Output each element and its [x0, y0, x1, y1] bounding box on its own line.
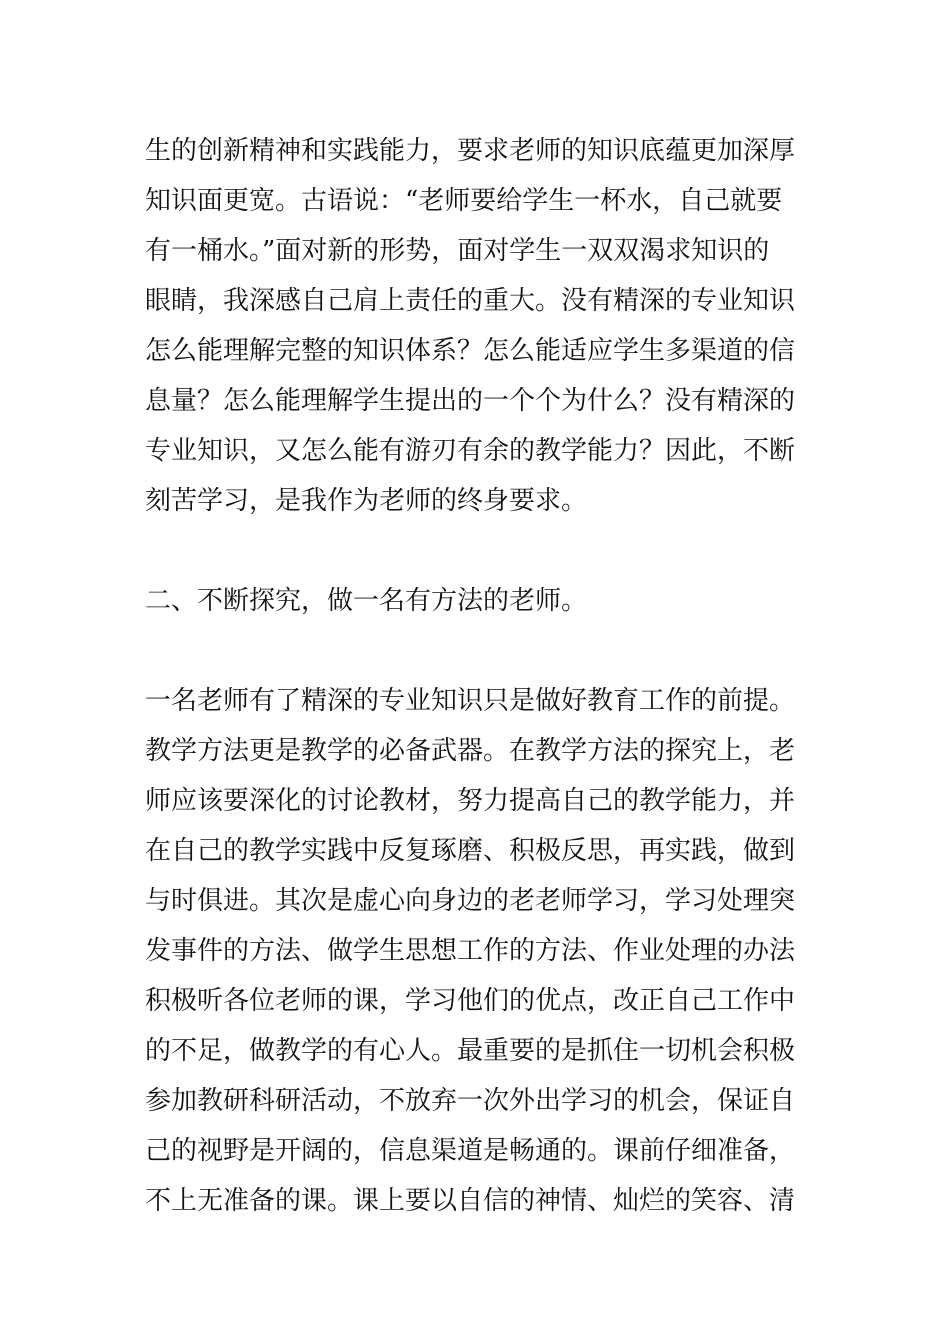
paragraph-2-line-9: 参加教研科研活动，不放弃一次外出学习的机会，保证自 [145, 1086, 796, 1116]
paragraph-2-line-11: 不上无准备的课。课上要以自信的神情、灿烂的笑容、清 [145, 1186, 796, 1216]
paragraph-2-line-3: 师应该要深化的讨论教材，努力提高自己的教学能力，并 [145, 786, 796, 816]
paragraph-1-line-3: 有一桶水。”面对新的形势，面对学生一双双渴求知识的 [145, 236, 770, 266]
paragraph-2-line-5: 与时俱进。其次是虚心向身边的老老师学习，学习处理突 [145, 886, 796, 916]
paragraph-2-line-7: 积极听各位老师的课，学习他们的优点，改正自己工作中 [145, 986, 796, 1016]
paragraph-2-line-2: 教学方法更是教学的必备武器。在教学方法的探究上，老 [145, 736, 796, 766]
paragraph-1-line-4: 眼睛，我深感自己肩上责任的重大。没有精深的专业知识 [145, 286, 796, 316]
paragraph-2-line-8: 的不足，做教学的有心人。最重要的是抓住一切机会积极 [145, 1036, 796, 1066]
paragraph-2-line-10: 己的视野是开阔的，信息渠道是畅通的。课前仔细准备， [145, 1136, 796, 1166]
paragraph-1-line-5: 怎么能理解完整的知识体系？怎么能适应学生多渠道的信 [145, 336, 796, 366]
paragraph-1-line-6: 息量？怎么能理解学生提出的一个个为什么？没有精深的 [145, 386, 796, 416]
paragraph-2-line-1: 一名老师有了精深的专业知识只是做好教育工作的前提。 [145, 686, 796, 716]
paragraph-2-line-6: 发事件的方法、做学生思想工作的方法、作业处理的办法 [145, 936, 796, 966]
paragraph-1-line-1: 生的创新精神和实践能力，要求老师的知识底蕴更加深厚 [145, 136, 796, 166]
paragraph-1-line-2: 知识面更宽。古语说：“老师要给学生一杯水，自己就要 [145, 186, 783, 216]
paragraph-1-line-7: 专业知识，又怎么能有游刃有余的教学能力？因此，不断 [145, 436, 796, 466]
section-heading: 二、不断探究，做一名有方法的老师。 [145, 586, 588, 616]
paragraph-1-line-8: 刻苦学习，是我作为老师的终身要求。 [145, 486, 588, 516]
paragraph-2-line-4: 在自己的教学实践中反复琢磨、积极反思，再实践，做到 [145, 836, 796, 866]
